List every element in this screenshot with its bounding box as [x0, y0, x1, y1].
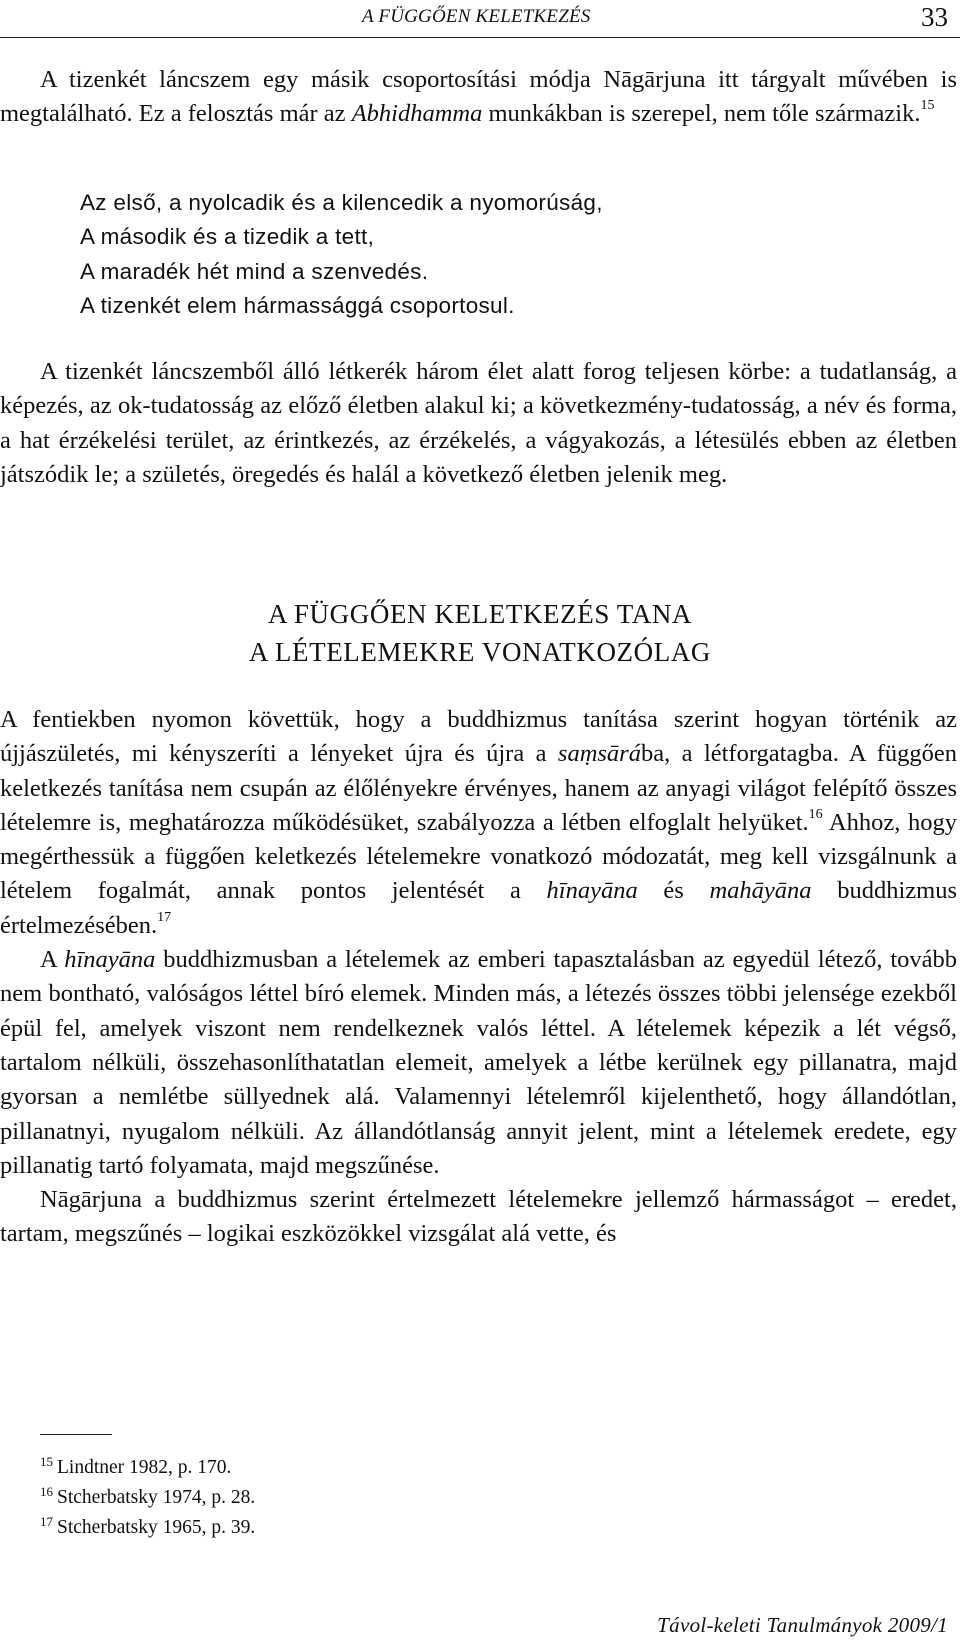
paragraph-3-italic-2: hīnayāna: [546, 877, 638, 905]
footnote-number: 17: [40, 1514, 53, 1529]
paragraph-3-italic-1: saṃsārá: [557, 740, 641, 768]
paragraph-1: [0, 63, 957, 132]
footnote-text: Lindtner 1982, p. 170.: [57, 1457, 232, 1478]
paragraph-5: Nāgārjuna a buddhizmus szerint értelmezett lételemekre jellemző hármasságot – eredet, tartam, megszűnés – logikai eszközökkel vizsgálat alá vette, és: [0, 1186, 957, 1248]
footnotes: [40, 1453, 255, 1543]
footnote-16: [40, 1483, 255, 1513]
section-heading: [0, 595, 960, 671]
footnote-ref-16: 16: [808, 806, 823, 822]
paragraph-3-text-4: és: [637, 877, 710, 905]
section-heading-line-2: A LÉTELEMEKRE VONATKOZÓLAG: [248, 637, 712, 667]
paragraph-3-text-1: A fentiekben nyomon követtük, hogy a buddhizmus tanítása szerint hogyan történik az újjászületés, mi kényszeríti a lényeket újra és újra a: [0, 706, 957, 768]
footnote-15: [40, 1453, 255, 1483]
paragraph-4-text-2: buddhizmusban a lételemek az emberi tapasztalásban az egyedül létező, tovább nem bontható, valóságos léttel bíró elemek. Minden más, a létezés összes többi jelensége ezekből épül fel, amelyek viszont nem rendelkeznek valós léttel. A lételemek képezik a lét végső, tartalom nélküli, összehasonlíthatatlan elemeit, amelyek a létbe kerülnek egy pillanatra, majd gyorsan a nemlétbe süllyednek alá. Valamennyi lételemről kijelenthető, hogy állandótlan, pillanatnyi, nyugalom nélküli. Az állandótlanság annyit jelent, mint a lételemek eredete, egy pillanatig tartó folyamata, majd megszűnése.: [0, 946, 957, 1179]
paragraph-2: A tizenkét láncszemből álló létkerék három élet alatt forog teljesen körbe: a tudatlanság, a képezés, az ok-tudatosság az előző életben alakul ki; a következmény-tudatosság, a név és forma, a hat érzékelési terület, az érintkezés, az érzékelés, a vágyakozás, a létesülés ebben az életben játszódik le; a születés, öregedés és halál a következő életben jelenik meg.: [0, 358, 957, 488]
running-header: [0, 2, 960, 32]
text-block-lower: [0, 703, 957, 1252]
paragraph-4: [0, 943, 957, 1183]
running-footer: Távol-keleti Tanulmányok 2009/1: [657, 1613, 948, 1637]
paragraph-1-italic-term: Abhidhamma: [351, 100, 483, 128]
paragraph-3-text-2: ba, a létforgatagba. A függően keletkezés tanítása nem csupán az élőlényekre érvényes, hanem az anyagi világot felépítő összes lételemre is, meghatározza működésüket, szabályozza a létben elfoglalt helyüket.: [0, 740, 957, 836]
header-rule: [0, 37, 960, 38]
paragraph-3: [0, 703, 957, 943]
running-title: A FÜGGŐEN KELETKEZÉS: [362, 6, 591, 27]
paragraph-1-text-1: A tizenkét láncszem egy másik csoportosítási módja Nāgārjuna itt tárgyalt művében is megtalálható. Ez a felosztás már az: [0, 66, 957, 128]
footnote-ref-15: 15: [920, 98, 935, 114]
footnote-number: 15: [40, 1454, 53, 1469]
footnote-separator: [40, 1434, 112, 1435]
paragraph-3-text-5: buddhizmus értelmezésében.: [0, 877, 957, 939]
footnote-17: [40, 1513, 255, 1543]
section-heading-line-1: A FÜGGŐEN KELETKEZÉS TANA: [267, 599, 693, 629]
paragraph-3-italic-3: mahāyāna: [709, 877, 812, 905]
paragraph-4-text-1: A: [40, 946, 65, 974]
paragraph-3-text-3: Ahhoz, hogy megérthessük a függően keletkezés lételemekre vonatkozó módozatát, meg kell vizsgálnunk a lételem fogalmát, annak pontos jelentését a: [0, 808, 957, 905]
verse-line-1: Az első, a nyolcadik és a kilencedik a nyomorúság,: [80, 190, 603, 215]
footnote-text: Stcherbatsky 1965, p. 39.: [57, 1517, 256, 1538]
verse-line-3: A maradék hét mind a szenvedés.: [80, 258, 429, 284]
verse-line-2: A második és a tizedik a tett,: [80, 224, 375, 250]
paragraph-4-italic-1: hīnayāna: [64, 946, 156, 974]
paragraph-1-text-2: munkákban is szerepel, nem tőle származik.: [482, 100, 921, 128]
verse-line-4: A tizenkét elem hármassággá csoportosul.: [80, 292, 515, 318]
verse-quote: [80, 186, 603, 323]
footnote-ref-17: 17: [157, 909, 172, 925]
footnote-number: 16: [40, 1484, 53, 1499]
page-number: 33: [921, 2, 948, 32]
footnote-text: Stcherbatsky 1974, p. 28.: [57, 1487, 256, 1508]
text-block-top: [0, 63, 957, 132]
text-block-middle: [0, 355, 957, 492]
